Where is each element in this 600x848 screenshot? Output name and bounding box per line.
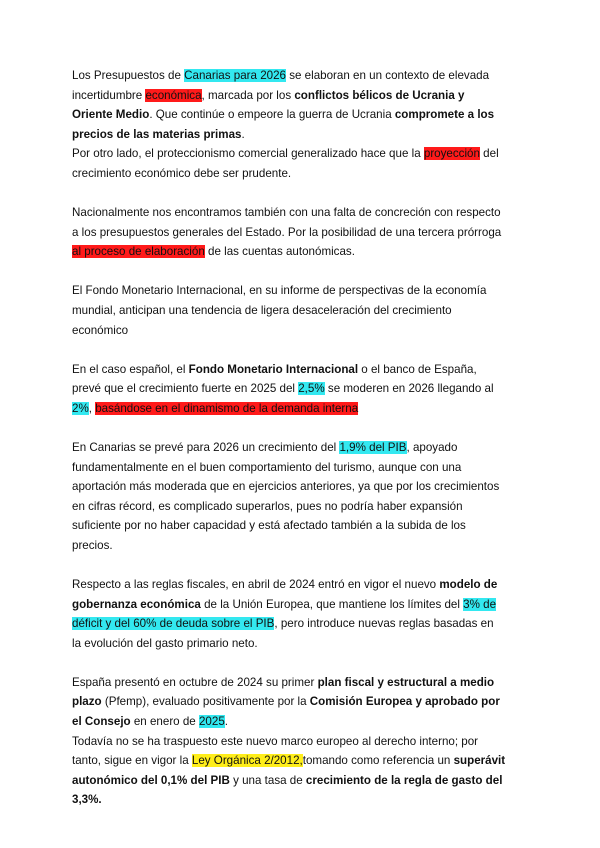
text-line bbox=[72, 595, 532, 615]
text-run: incertidumbre bbox=[72, 88, 146, 102]
paragraph-canarias bbox=[72, 438, 532, 556]
highlight-cyan: Canarias para 2026 bbox=[184, 69, 286, 82]
text-line bbox=[72, 438, 532, 458]
highlight-red: al proceso de elaboración bbox=[72, 245, 205, 259]
paragraph-fiscal-rules bbox=[72, 575, 532, 653]
text-run: y una tasa de bbox=[229, 773, 306, 787]
text-run: , marcada por los bbox=[201, 88, 295, 102]
text-line bbox=[72, 516, 532, 536]
text-run: mundial, anticipan una tendencia de ligera desaceleración del crecimiento bbox=[72, 303, 452, 317]
highlight-cyan: 2,5% bbox=[298, 382, 325, 396]
text-run: crecimiento económico debe ser prudente. bbox=[72, 166, 292, 180]
text-line bbox=[72, 399, 532, 419]
text-line bbox=[72, 614, 532, 634]
text-line bbox=[72, 790, 532, 810]
text-run: de la Unión Europea, que mantiene los límites del bbox=[200, 597, 464, 611]
highlight-cyan: 2% bbox=[72, 401, 89, 415]
text-run: En Canarias se prevé para 2026 un crecimiento del bbox=[72, 440, 340, 454]
text-line bbox=[72, 692, 532, 712]
text-run: Respecto a las reglas fiscales, en abril de 2024 entró en vigor el nuevo bbox=[72, 577, 440, 591]
text-line bbox=[72, 712, 532, 732]
text-run: fundamentalmente en el buen comportamiento del turismo, aunque con una bbox=[72, 460, 462, 474]
highlight-cyan: 2025 bbox=[198, 715, 225, 729]
bold-text: crecimiento de la regla de gasto del bbox=[305, 773, 503, 787]
text-line bbox=[72, 281, 532, 301]
text-run: El Fondo Monetario Internacional, en su informe de perspectivas de la economía bbox=[72, 284, 487, 298]
paragraph-fiscal-plan bbox=[72, 673, 532, 810]
text-line bbox=[72, 223, 532, 243]
paragraph-spain bbox=[72, 360, 532, 419]
paragraph-context bbox=[72, 66, 532, 184]
text-line bbox=[72, 144, 532, 164]
bold-text: plazo bbox=[72, 695, 102, 709]
document-page bbox=[72, 66, 532, 830]
highlight-red: proyección bbox=[423, 147, 480, 161]
bold-text: plan fiscal y estructural a medio bbox=[317, 675, 495, 689]
text-run: prevé que el crecimiento fuerte en 2025 del bbox=[72, 382, 299, 396]
text-line bbox=[72, 771, 532, 791]
text-run: , pero introduce nuevas reglas basadas en bbox=[274, 617, 494, 631]
text-run: a los presupuestos generales del Estado. Por la posibilidad de una tercera prórroga bbox=[72, 225, 502, 239]
bold-text: modelo de bbox=[439, 577, 498, 591]
text-run: la evolución del gasto primario neto. bbox=[72, 636, 258, 650]
text-run: . Que continúe o empeore la guerra de Ucrania bbox=[149, 108, 395, 122]
text-run: , apoyado bbox=[406, 440, 458, 454]
text-run: España presentó en octubre de 2024 su primer bbox=[72, 675, 318, 689]
text-line bbox=[72, 242, 532, 262]
text-line bbox=[72, 732, 532, 752]
text-line bbox=[72, 203, 532, 223]
text-line bbox=[72, 673, 532, 693]
text-run: En el caso español, el bbox=[72, 362, 189, 376]
text-run: suficiente por no haber capacidad y está afectado también a la subida de los bbox=[72, 519, 466, 533]
text-run: tomando como referencia un bbox=[302, 754, 454, 768]
bold-text: Oriente Medio bbox=[72, 108, 150, 122]
text-line bbox=[72, 751, 532, 771]
text-line bbox=[72, 125, 532, 145]
text-run: se moderen en 2026 llegando al bbox=[324, 382, 494, 396]
highlight-cyan: 3% de bbox=[463, 597, 497, 611]
text-run: tanto, sigue en vigor la bbox=[72, 754, 192, 768]
text-run: en enero de bbox=[130, 715, 199, 729]
highlight-red: económica bbox=[145, 88, 202, 102]
text-line bbox=[72, 575, 532, 595]
text-run: en cifras récord, es complicado superarlos, pues no podría haber expansión bbox=[72, 499, 463, 513]
highlight-cyan: 1,9% del PIB bbox=[339, 440, 407, 454]
text-line bbox=[72, 105, 532, 125]
bold-text: gobernanza económica bbox=[72, 597, 201, 611]
text-run: precios. bbox=[72, 538, 113, 552]
text-line bbox=[72, 360, 532, 380]
text-run: económico bbox=[72, 323, 129, 337]
text-line bbox=[72, 321, 532, 341]
highlight-cyan: déficit y del 60% de deuda sobre el PIB bbox=[72, 617, 275, 631]
bold-text: conflictos bélicos de Ucrania y bbox=[294, 88, 465, 102]
text-run: Por otro lado, el proteccionismo comercial generalizado hace que la bbox=[72, 147, 424, 161]
text-run: se elaboran en un contexto de elevada bbox=[286, 69, 490, 82]
text-run: Todavía no se ha traspuesto este nuevo marco europeo al derecho interno; por bbox=[72, 734, 479, 748]
text-run: aportación más moderada que en ejercicios anteriores, ya que por los crecimientos bbox=[72, 480, 500, 494]
text-run: del bbox=[479, 147, 499, 161]
text-line bbox=[72, 301, 532, 321]
paragraph-national bbox=[72, 203, 532, 262]
text-line bbox=[72, 66, 532, 86]
bold-text: autonómico del 0,1% del PIB bbox=[72, 773, 230, 787]
text-run: , bbox=[88, 401, 96, 415]
bold-text: el Consejo bbox=[72, 715, 131, 729]
bold-text: precios de las materias primas bbox=[72, 127, 242, 141]
text-line bbox=[72, 477, 532, 497]
highlight-yellow: Ley Orgánica 2/2012, bbox=[191, 754, 303, 768]
text-run: de las cuentas autonómicas. bbox=[204, 245, 355, 259]
text-line bbox=[72, 164, 532, 184]
text-run: Nacionalmente nos encontramos también con una falta de concreción con respecto bbox=[72, 206, 501, 220]
text-line bbox=[72, 458, 532, 478]
bold-text: 3,3%. bbox=[72, 793, 102, 807]
bold-text: Fondo Monetario Internacional bbox=[188, 362, 359, 376]
paragraph-imf bbox=[72, 281, 532, 340]
text-line bbox=[72, 379, 532, 399]
bold-text: compromete a los bbox=[394, 108, 495, 122]
text-run: o el banco de España, bbox=[358, 362, 477, 376]
text-run: Los Presupuestos de bbox=[72, 69, 185, 82]
text-line bbox=[72, 634, 532, 654]
text-line bbox=[72, 497, 532, 517]
text-line bbox=[72, 536, 532, 556]
text-run: . bbox=[241, 127, 245, 141]
text-run: (Pfemp), evaluado positivamente por la bbox=[101, 695, 310, 709]
text-run: . bbox=[224, 715, 229, 729]
bold-text: Comisión Europea y aprobado por bbox=[309, 695, 500, 709]
highlight-red: basándose en el dinamismo de la demanda interna bbox=[95, 401, 359, 415]
bold-text: superávit bbox=[453, 754, 506, 768]
text-line bbox=[72, 86, 532, 106]
